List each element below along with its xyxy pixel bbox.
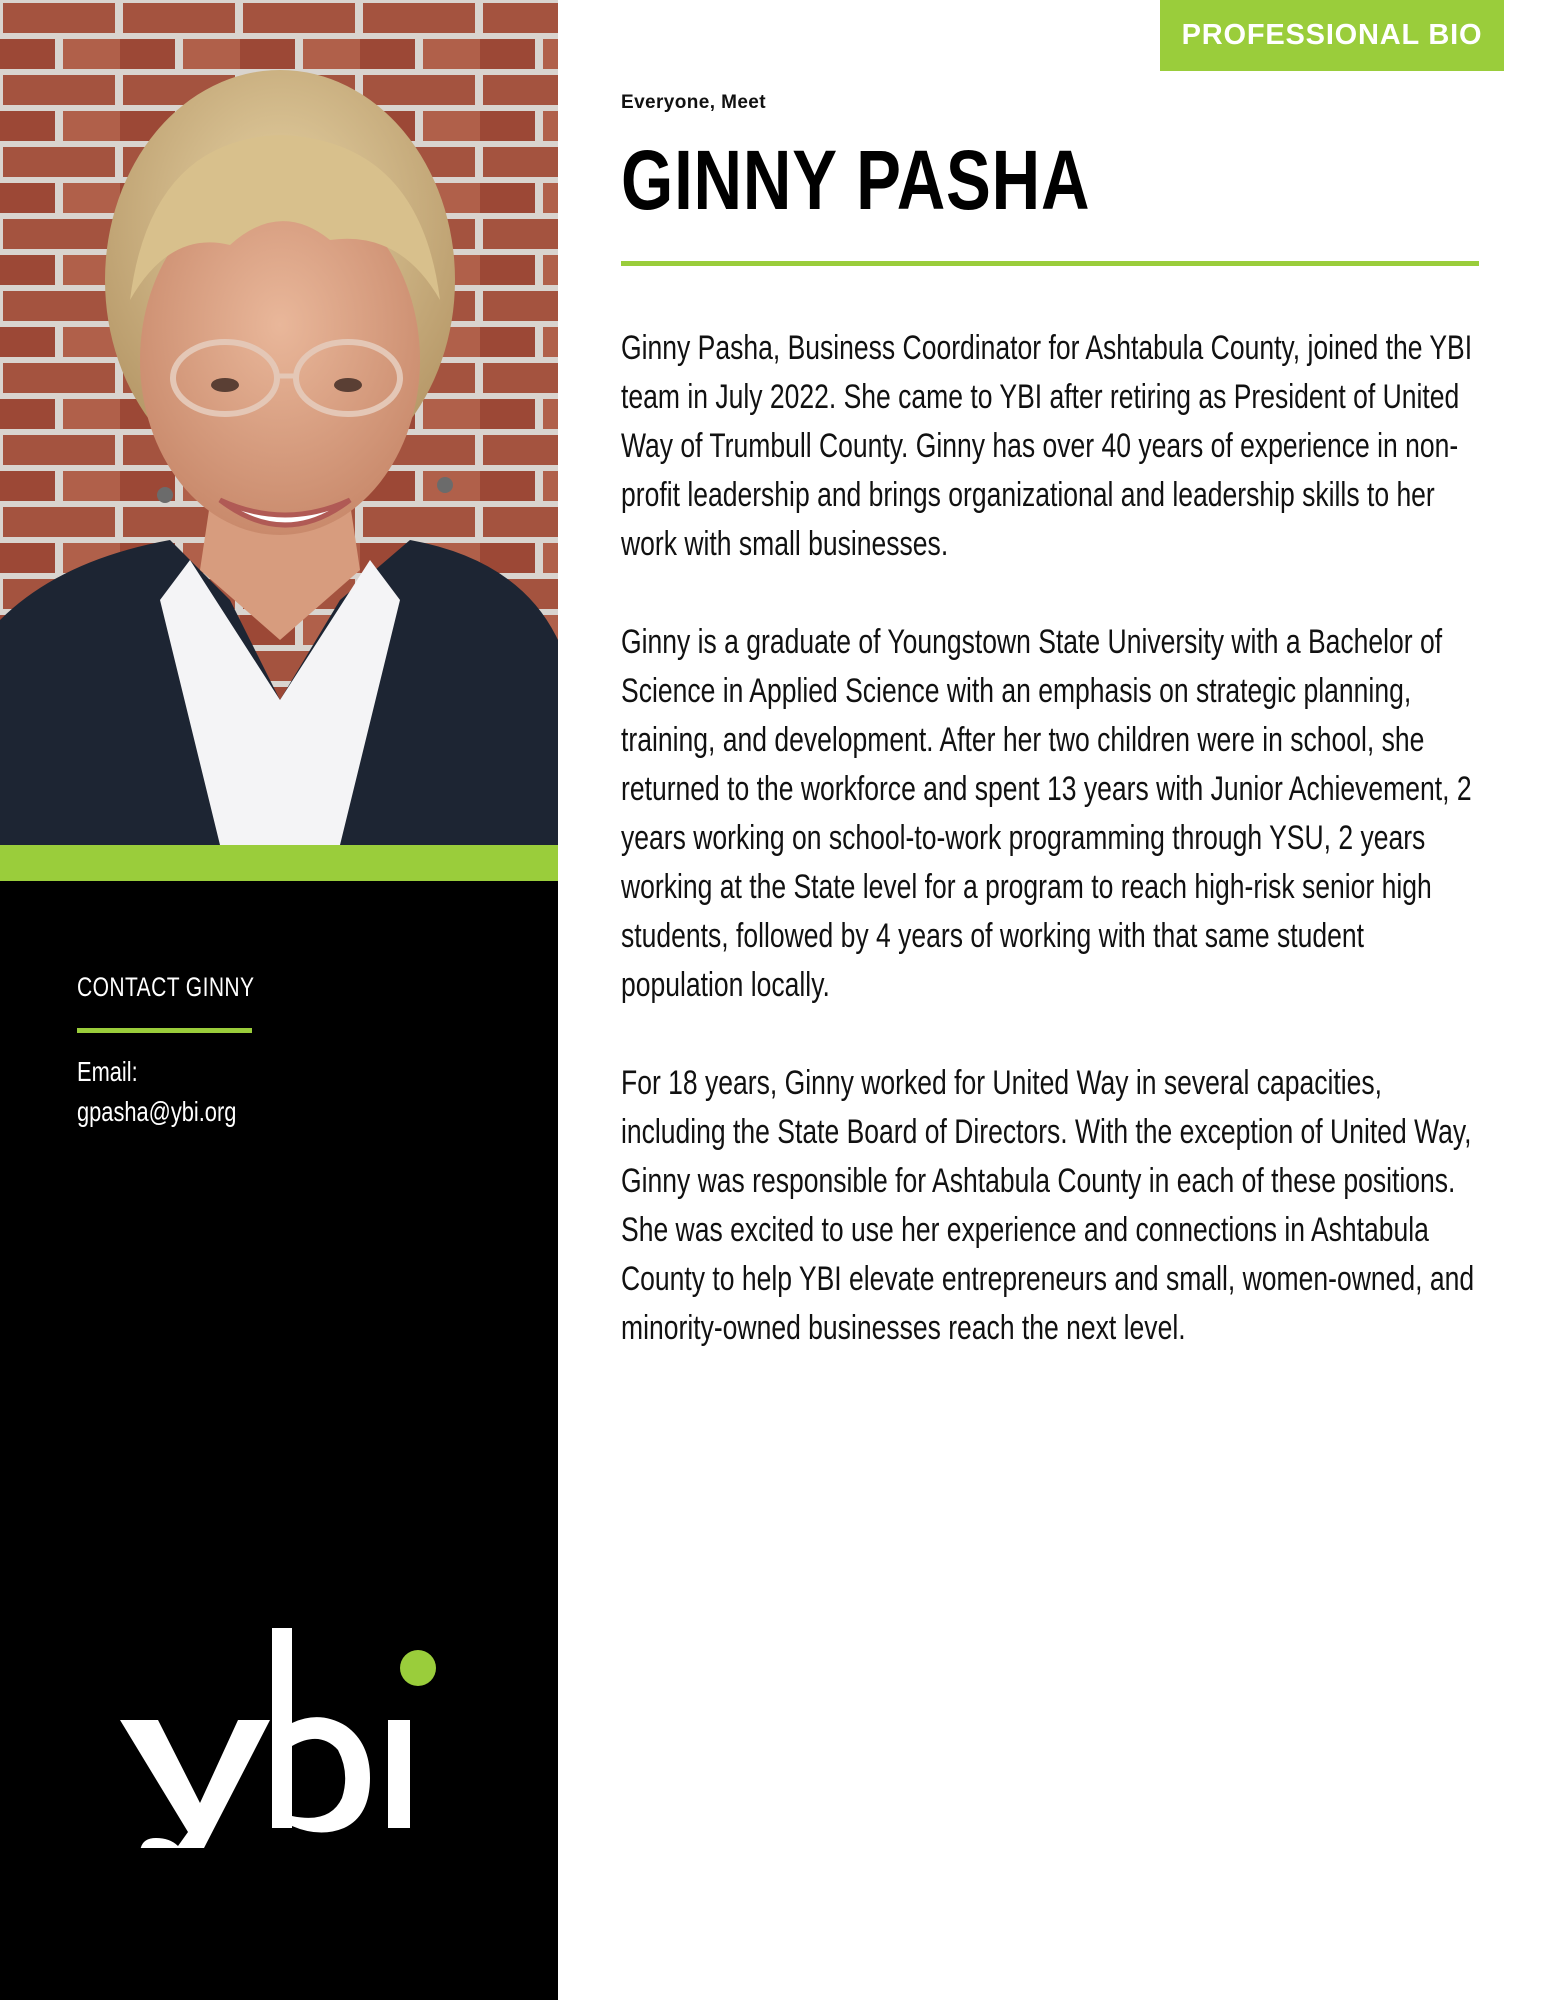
email-link[interactable]: gpasha@ybi.org [77,1096,237,1127]
professional-bio-badge: PROFESSIONAL BIO [1160,0,1504,71]
bio-paragraph: Ginny is a graduate of Youngstown State University with a Bachelor of Science in Applied Science with an emphasis on strategic planning, training, and development. After her two children were in school, she returned to the workforce and spent 13 years with Junior Achievement, 2 years working on school-to-work programming through YSU, 2 years working at the State level for a program to reach high-risk senior high students, followed by 4 years of working with that same student population locally. [621,623,1472,1004]
title-divider [621,261,1479,266]
bio-paragraph: Ginny Pasha, Business Coordinator for Ashtabula County, joined the YBI team in July 2022. She came to YBI after retiring as President of United Way of Trumbull County. Ginny has over 40 years of experience in non-profit leadership and brings organizational and leadership skills to her work with small businesses. [621,329,1473,563]
logo-tagline [1222,1838,1423,1906]
bio-paragraph: For 18 years, Ginny worked for United Way in several capacities, including the State Board of Directors. With the exception of United Way, Ginny was responsible for Ashtabula County in each of these positions. She was excited to use her experience and connections in Ashtabula County to help YBI elevate entrepreneurs and small, women-owned, and minority-owned businesses reach the next level. [621,1064,1475,1347]
person-name: GINNY PASHA [621,133,1091,227]
contact-divider [77,1028,252,1033]
bio-body [621,324,1481,1402]
portrait-photo [0,0,558,845]
tagline-line1: Where Grit [1267,1838,1423,1871]
ybi-logo [120,1628,450,1848]
eyebrow-text: Everyone, Meet [621,92,766,113]
tagline-line2: Meets Growth [1221,1872,1423,1905]
email-label: Email: [77,1056,138,1087]
photo-accent-bar [0,845,558,881]
contact-heading: CONTACT GINNY [77,972,255,1002]
